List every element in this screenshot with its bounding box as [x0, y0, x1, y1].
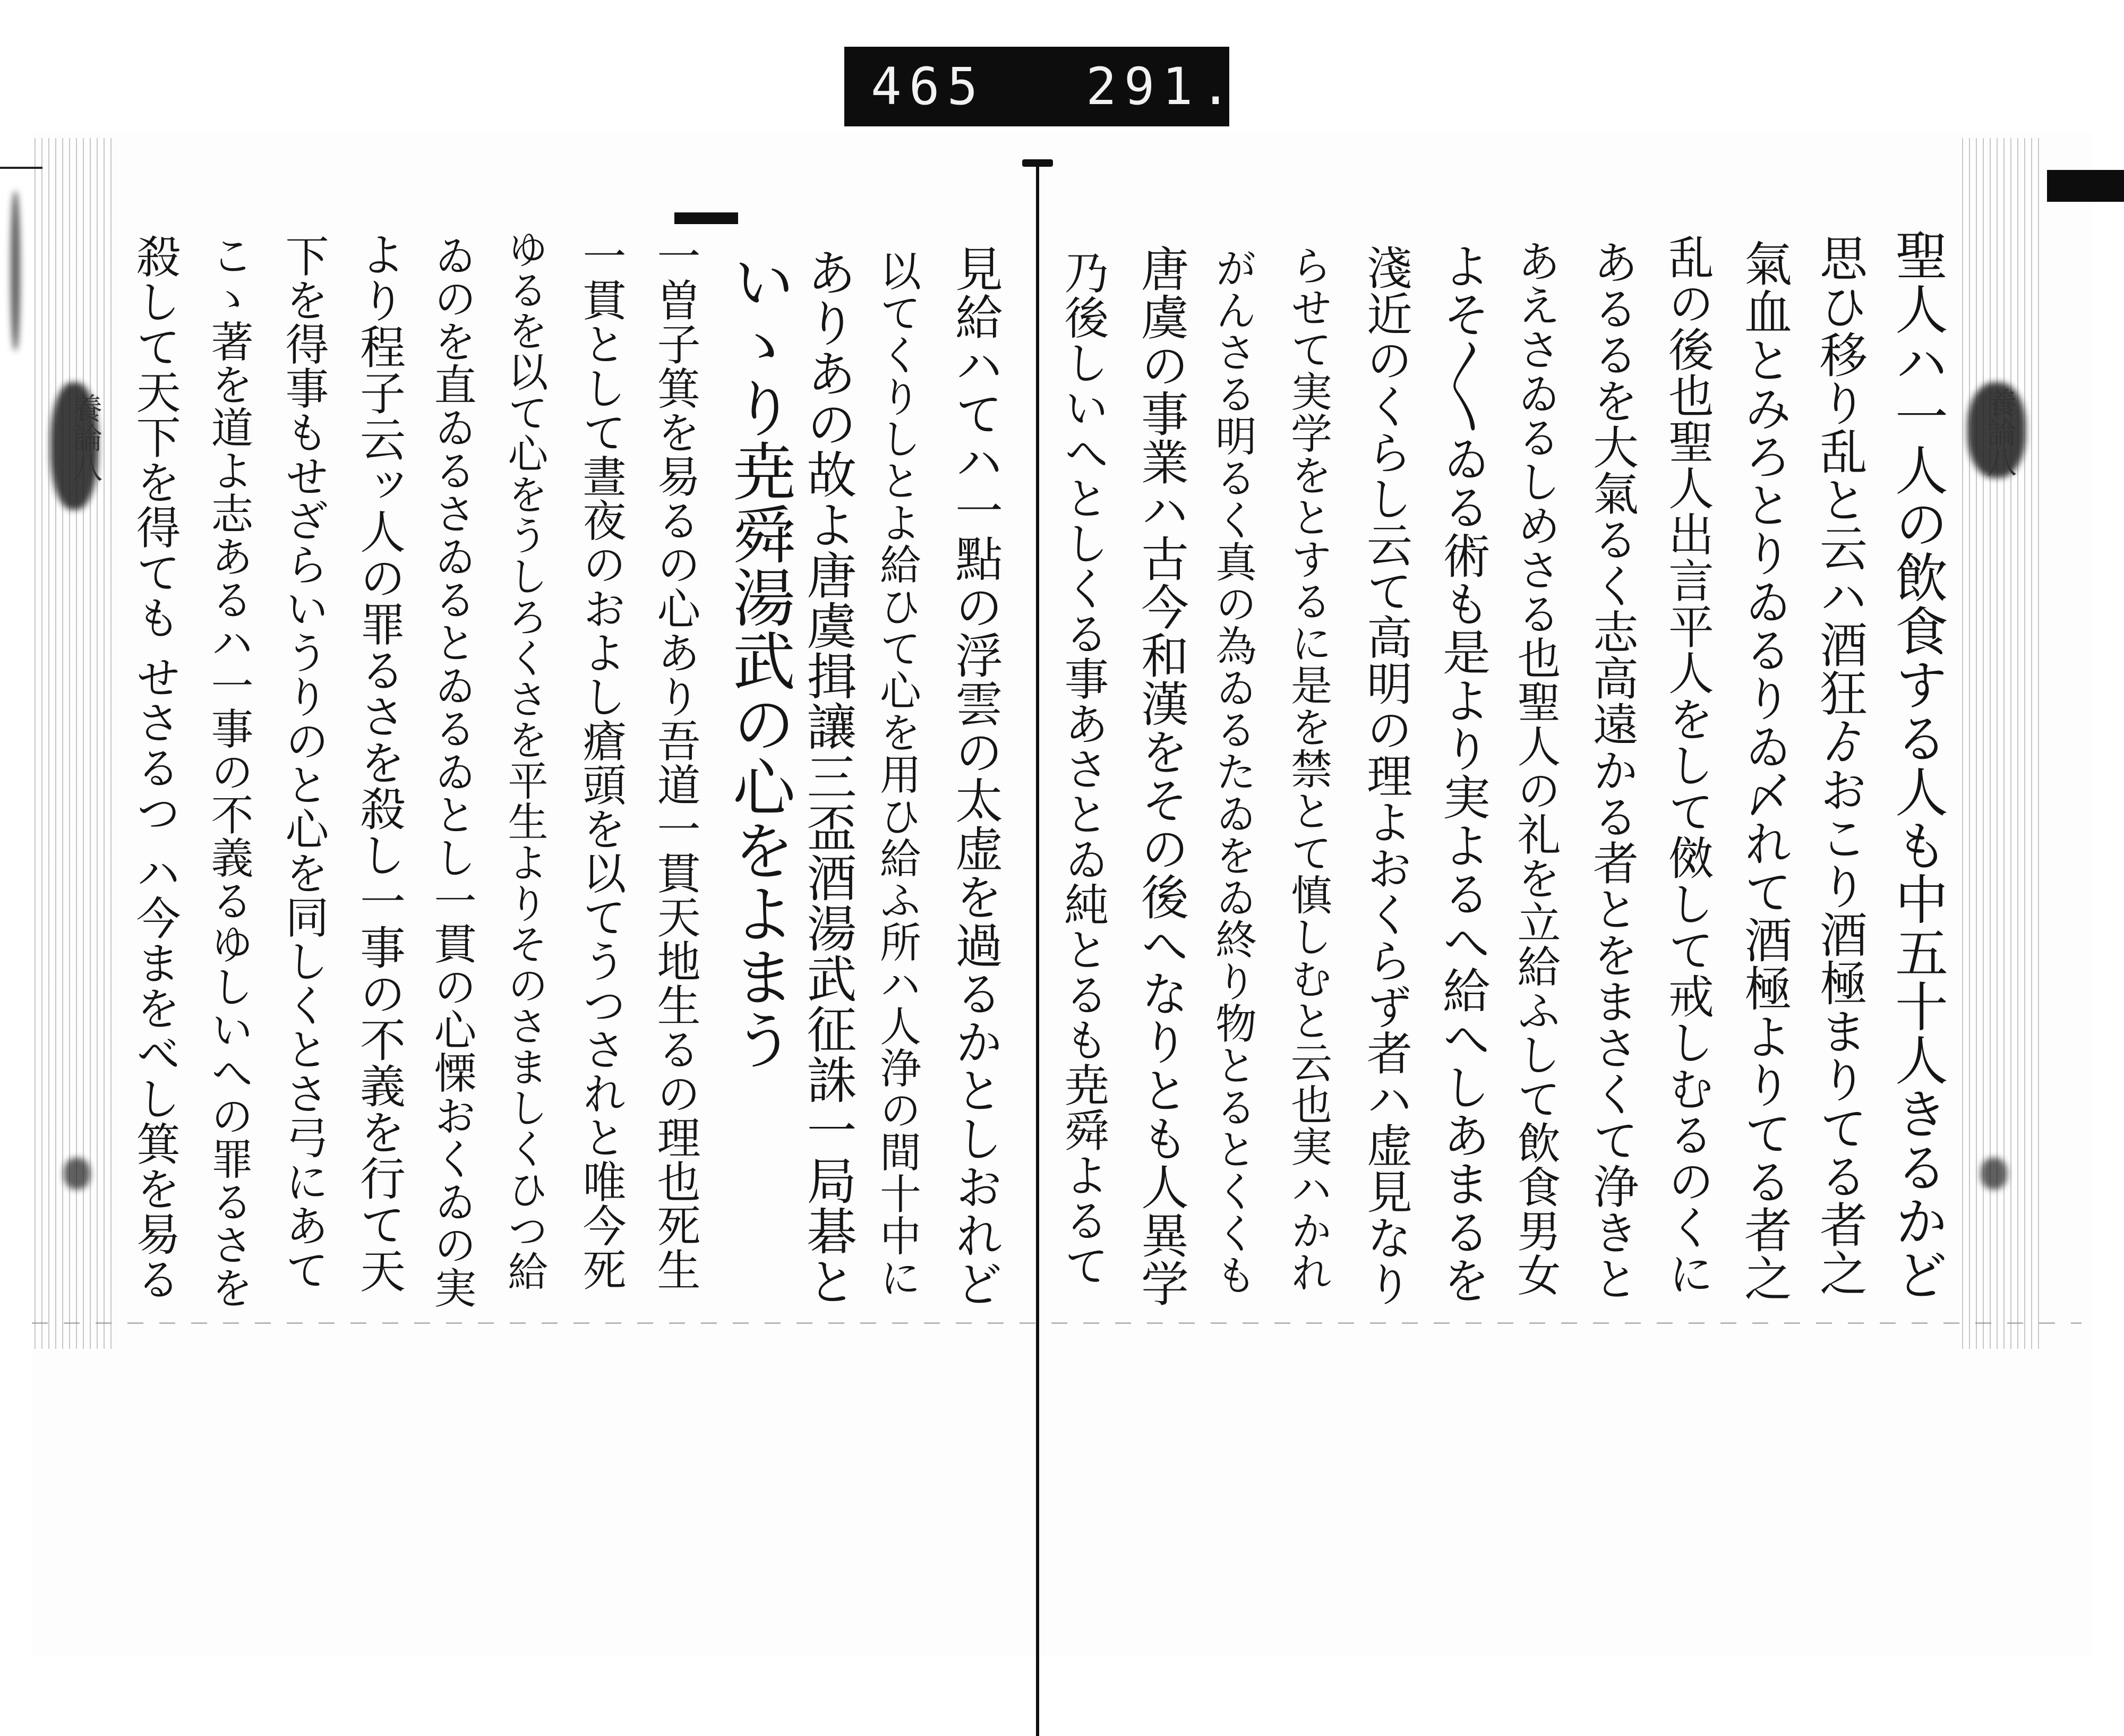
left-column-1: 見給ハてハ一點の浮雲の太虚を過るかとしおれど: [947, 244, 1003, 1307]
left-column-3: ありあの故よ唐虞揖讓三盃酒湯武征誅一局碁と: [798, 247, 856, 1306]
left-column-11: こゝ著を道よ志あるハ一事の不義るゆしいへの罪るさを: [204, 234, 253, 1309]
left-column-10: 下を得事もせざらいうりのと心を同しくとさ弓にあて: [278, 234, 329, 1292]
right-column-5: あるるを大氣るく志高遠かる者とをまさくて浄きと: [1585, 239, 1638, 1302]
left-margin-title: 養論八: [68, 393, 102, 482]
right-margin-title: 養論八: [1982, 388, 2017, 477]
right-column-12: 乃後しいへとしくる事あさとゐ純とるも尭舜よるて: [1057, 250, 1109, 1288]
left-column-9: より程子云ッ人の罪るさを殺し一事の不義を行て天: [352, 231, 405, 1294]
right-column-6: あえさゐるしめさる也聖人の礼を立給ふして飲食男女: [1510, 239, 1561, 1297]
right-edge-bar: [2047, 170, 2124, 202]
archive-number-left: 465: [871, 57, 986, 116]
right-column-7: よそ〳〵ゐる術も是より実よるへ給へしあまるを: [1434, 242, 1490, 1304]
edge-smudge: [1981, 1158, 2007, 1190]
left-column-6: 一貫として晝夜のおよし瘡頭を以てうつされと唯今死: [576, 234, 626, 1292]
right-column-1: 聖人ハ一人の飲食する人も中五十人きるかど: [1886, 228, 1948, 1301]
right-column-4: 乱の後也聖人出言平人をして傚して戒しむるのくに: [1660, 234, 1714, 1296]
left-column-12: 殺して天下を得ても せさるつ ハ今まをべし箕を易る: [129, 234, 181, 1302]
right-column-8: 淺近のくらし云て高明の理よおくらず者ハ虚見なり: [1359, 244, 1412, 1307]
left-edge-mark: [0, 167, 42, 169]
right-column-9: らせて実学をとするに是を禁とて慎しむと云也実ハかれ: [1284, 244, 1332, 1293]
left-column-4: いゝり尭舜湯武の心をよまう: [722, 250, 795, 1071]
edge-smudge: [11, 191, 20, 350]
archive-number-right: 291.: [1086, 57, 1239, 116]
right-column-11: 唐虞の事業ハ古今和漢をその後へなりとも人異学: [1133, 244, 1188, 1307]
archive-label: [844, 47, 1239, 126]
page-bottom-line: [32, 1322, 2082, 1324]
left-column-5: 一曽子箕を易るの心あり吾道一貫天地生るの理也死生: [650, 234, 700, 1292]
book-spine: [1036, 162, 1039, 1736]
edge-smudge: [64, 1158, 90, 1190]
left-column-2: 以てくりしとよ給ひて心を用ひ給ふ所ハ人浄の間十中に: [873, 250, 921, 1298]
right-column-2: 思ひ移り乱と云ハ酒狂ゟおこり酒極まりてる者之: [1811, 234, 1867, 1297]
right-column-10: がんさる明るく真の為ゐるたゐをゐ終り物とるとくくも: [1209, 247, 1256, 1296]
left-column-8: ゐのを直ゐるさゐるとゐるゐとし一貫の心慄おくゐの実: [427, 234, 476, 1309]
left-column-7: ゆるを以て心をうしろくさを平生よりそのさましくひつ給: [501, 228, 549, 1292]
right-column-3: 氣血とみろとりゐるりゐ〆れて酒極よりてる者之: [1736, 239, 1792, 1302]
item-marker: [674, 212, 738, 224]
